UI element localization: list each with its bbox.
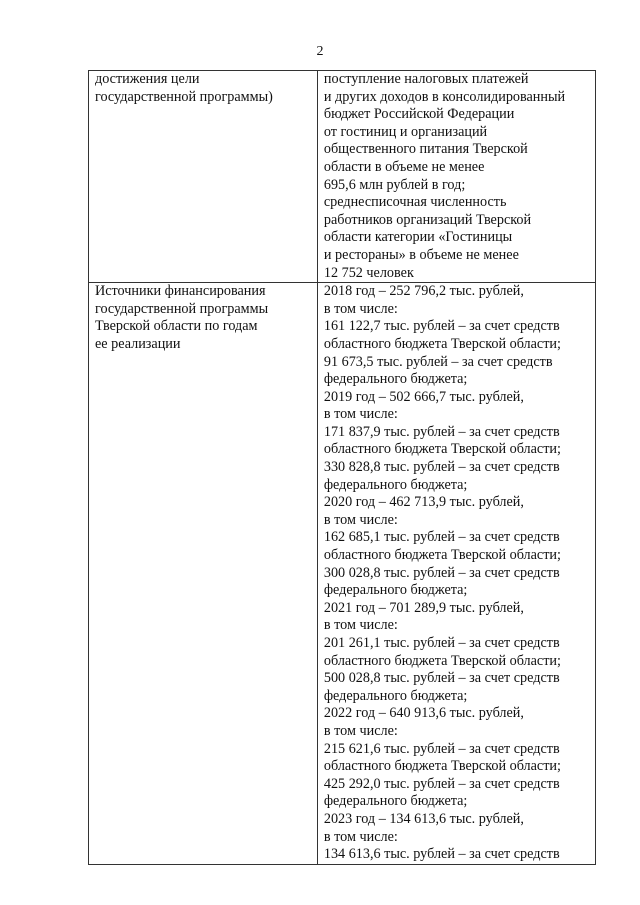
value-line: и других доходов в консолидированный — [323, 88, 566, 105]
value-line: 2019 год – 502 666,7 тыс. рублей, — [323, 388, 524, 405]
value-line: 162 685,1 тыс. рублей – за счет средств — [323, 529, 560, 546]
value-line: 2021 год – 701 289,9 тыс. рублей, — [323, 599, 524, 616]
row-label-cell — [89, 283, 318, 865]
value-line: федерального бюджета; — [323, 371, 468, 388]
value-line: в том числе: — [323, 828, 398, 845]
value-line: федерального бюджета; — [323, 687, 468, 704]
value-line: области категории «Гостиницы — [323, 229, 513, 246]
value-line: в том числе: — [323, 722, 398, 739]
value-line: в том числе: — [323, 617, 398, 634]
row-value-cell — [317, 283, 595, 865]
value-line: от гостиниц и организаций — [323, 123, 488, 140]
value-line: 2018 год – 252 796,2 тыс. рублей, — [323, 283, 524, 300]
value-line: области в объеме не менее — [323, 158, 485, 175]
value-line: областного бюджета Тверской области; — [323, 547, 561, 564]
row-label-line: достижения цели — [95, 71, 200, 87]
table-row-funding-sources — [89, 283, 596, 865]
table-row-goal-indicators — [89, 71, 596, 283]
value-line: в том числе: — [323, 511, 398, 528]
value-line: общественного питания Тверской — [323, 141, 528, 158]
value-line: федерального бюджета; — [323, 793, 468, 810]
value-line: 2020 год – 462 713,9 тыс. рублей, — [323, 494, 524, 511]
value-line: 2022 год – 640 913,6 тыс. рублей, — [323, 705, 524, 722]
value-line: 161 122,7 тыс. рублей – за счет средств — [323, 318, 560, 335]
value-line: 500 028,8 тыс. рублей – за счет средств — [323, 670, 560, 687]
page-number: 2 — [316, 44, 324, 59]
value-line: 134 613,6 тыс. рублей – за счет средств — [323, 846, 560, 863]
value-line: работников организаций Тверской — [323, 211, 532, 228]
value-line: 330 828,8 тыс. рублей – за счет средств — [323, 459, 560, 476]
program-passport-table — [88, 70, 596, 865]
value-line: в том числе: — [323, 300, 398, 317]
value-line: 300 028,8 тыс. рублей – за счет средств — [323, 564, 560, 581]
value-line: в том числе: — [323, 406, 398, 423]
value-line: 215 621,6 тыс. рублей – за счет средств — [323, 740, 560, 757]
value-line: 695,6 млн рублей в год; — [323, 176, 466, 193]
value-line: 171 837,9 тыс. рублей – за счет средств — [323, 423, 560, 440]
row-label-line: государственной программы — [95, 300, 269, 317]
value-line: и рестораны» в объеме не менее — [323, 246, 519, 263]
value-line: 425 292,0 тыс. рублей – за счет средств — [323, 775, 560, 792]
row-label-line: Источники финансирования — [95, 283, 266, 300]
value-line: 12 752 человек — [323, 264, 414, 281]
value-line: 201 261,1 тыс. рублей – за счет средств — [323, 635, 560, 651]
row-label-line: ее реализации — [95, 335, 181, 352]
value-line: федерального бюджета; — [323, 582, 468, 599]
value-line: областного бюджета Тверской области; — [323, 441, 561, 458]
value-line: среднесписочная численность — [323, 194, 507, 211]
value-line: 2023 год – 134 613,6 тыс. рублей, — [323, 810, 524, 827]
value-line: поступление налоговых платежей — [323, 71, 529, 87]
value-line: бюджет Российской Федерации — [323, 106, 515, 123]
value-line: областного бюджета Тверской области; — [323, 335, 561, 352]
row-label-line: государственной программы) — [95, 88, 273, 105]
value-line: федерального бюджета; — [323, 476, 468, 493]
row-label-cell — [89, 71, 318, 283]
value-line: 91 673,5 тыс. рублей – за счет средств — [323, 353, 553, 370]
row-value-cell — [317, 71, 595, 283]
value-line: областного бюджета Тверской области; — [323, 652, 561, 669]
value-line: областного бюджета Тверской области; — [323, 758, 561, 775]
row-label-line: Тверской области по годам — [95, 318, 258, 335]
